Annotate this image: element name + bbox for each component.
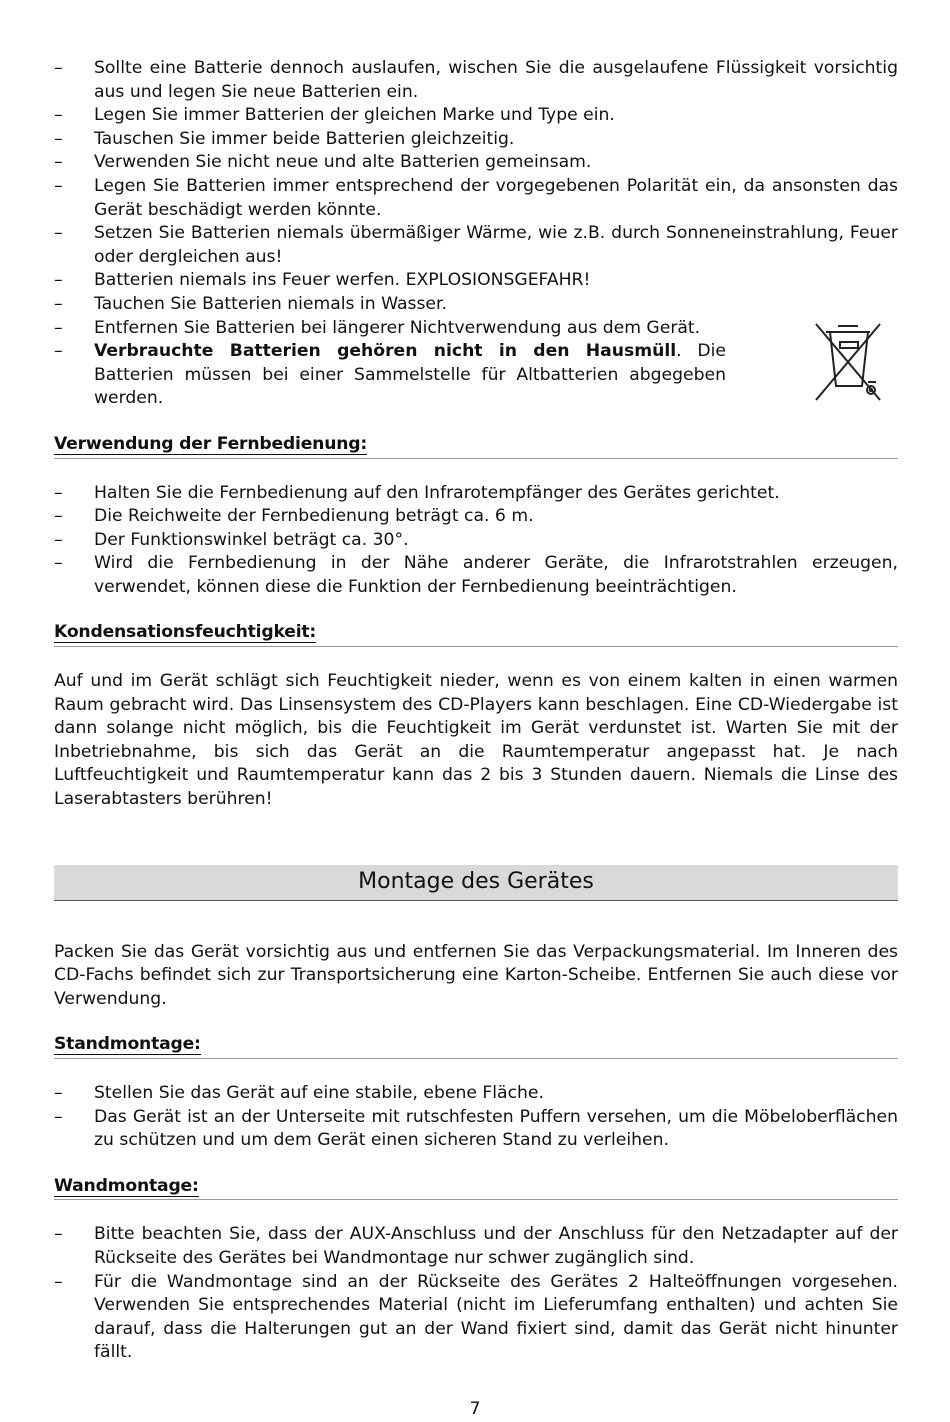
disposal-warning: Verbrauchte Batterien gehören nicht in den Hausmüll [94, 341, 677, 362]
battery-disposal-block [54, 340, 898, 411]
list-item: – Die Reichweite der Fernbedienung beträgt ca. 6 m. [54, 506, 534, 527]
list-item: – Stellen Sie das Gerät auf eine stabile, ebene Fläche. [54, 1083, 544, 1103]
list-item: – Tauchen Sie Batterien niemals in Wasser. [54, 293, 447, 314]
condensation-text: Auf und im Gerät schlägt sich Feuchtigkeit nieder, wenn es von einem kalten in einen warmen Raum gebracht wird. Das Linsensystem des CD-Players kann beschlagen. Eine CD-Wiedergabe ist dann solange nicht möglich, bis die Feuchtigkeit im Gerät verdunstet ist. Warten Sie mit der Inbetriebnahme, bis sich das Gerät an die Raumtemperatur angepasst hat. Je nach Luftfeuchtigkeit und Raumtemperatur kann das 2 bis 3 Stunden dauern. Niemals die Linse des Laserabtasters berühren! [54, 671, 898, 810]
list-item: – Batterien niemals ins Feuer werfen. EXPLOSIONSGEFAHR! [54, 270, 591, 291]
page-number: 7 [469, 1399, 481, 1419]
wall-heading: Wandmontage: [54, 1175, 898, 1201]
montage-title: Montage des Gerätes [54, 865, 898, 901]
list-item: – Wird die Fernbedienung in der Nähe anderer Geräte, die Infrarotstrahlen erzeugen, verwendet, können diese die Funktion der Fernbedienung beeinträchtigen. [54, 553, 898, 597]
list-item: – Legen Sie Batterien immer entsprechend der vorgegebenen Polarität ein, da ansonsten das Gerät beschädigt werden könnte. [54, 175, 898, 220]
montage-intro: Packen Sie das Gerät vorsichtig aus und entfernen Sie das Verpackungsmaterial. Im Inneren des CD-Fachs befindet sich zur Transportsicherung eine Karton-Scheibe. Entfernen Sie auch diese vor Verwendung. [54, 941, 898, 1009]
list-item: – Verbrauchte Batterien gehören nicht in den Hausmüll. Die Batterien müssen bei einer Sammelstelle für Altbatterien abgegeben werden. [54, 341, 726, 409]
battery-safety-list [54, 57, 898, 340]
list-item: – Für die Wandmontage sind an der Rückseite des Gerätes 2 Halteöffnungen vorgesehen. Verwenden Sie entsprechendes Material (nicht im Lieferumfang enthalten) und achten Sie darauf, dass die Halterungen gut an der Wand fixiert sind, damit das Gerät nicht hinunter fällt. [54, 1271, 898, 1363]
list-item: – Tauschen Sie immer beide Batterien gleichzeitig. [54, 128, 515, 149]
list-item: – Der Funktionswinkel beträgt ca. 30°. [54, 529, 409, 550]
stand-heading: Standmontage: [54, 1033, 898, 1059]
list-item: – Setzen Sie Batterien niemals übermäßiger Wärme, wie z.B. durch Sonneneinstrahlung, Feuer oder dergleichen aus! [54, 223, 898, 267]
crossed-out-wheelie-bin-icon [808, 320, 888, 404]
wall-list [54, 1223, 898, 1365]
list-item: – Halten Sie die Fernbedienung auf den Infrarotempfänger des Gerätes gerichtet. [54, 482, 780, 503]
condensation-heading: Kondensationsfeuchtigkeit: [54, 621, 898, 647]
list-item: – Sollte eine Batterie dennoch auslaufen, wischen Sie die ausgelaufene Flüssigkeit vorsichtig aus und legen Sie neue Batterien ein. [54, 58, 898, 102]
page-content [54, 57, 898, 1365]
list-item: – Das Gerät ist an der Unterseite mit rutschfesten Puffern versehen, um die Möbeloberflächen zu schützen und um dem Gerät einen sicheren Stand zu verleihen. [54, 1106, 898, 1151]
remote-heading: Verwendung der Fernbedienung: [54, 433, 898, 459]
stand-list [54, 1082, 898, 1153]
list-item: – Verwenden Sie nicht neue und alte Batterien gemeinsam. [54, 152, 592, 173]
list-item: – Bitte beachten Sie, dass der AUX-Anschluss und der Anschluss für den Netzadapter auf der Rückseite des Gerätes bei Wandmontage nur schwer zugänglich sind. [54, 1224, 898, 1268]
list-item: – Entfernen Sie Batterien bei längerer Nichtverwendung aus dem Gerät. [54, 317, 701, 338]
list-item: – Legen Sie immer Batterien der gleichen Marke und Type ein. [54, 105, 615, 126]
remote-list [54, 482, 898, 600]
